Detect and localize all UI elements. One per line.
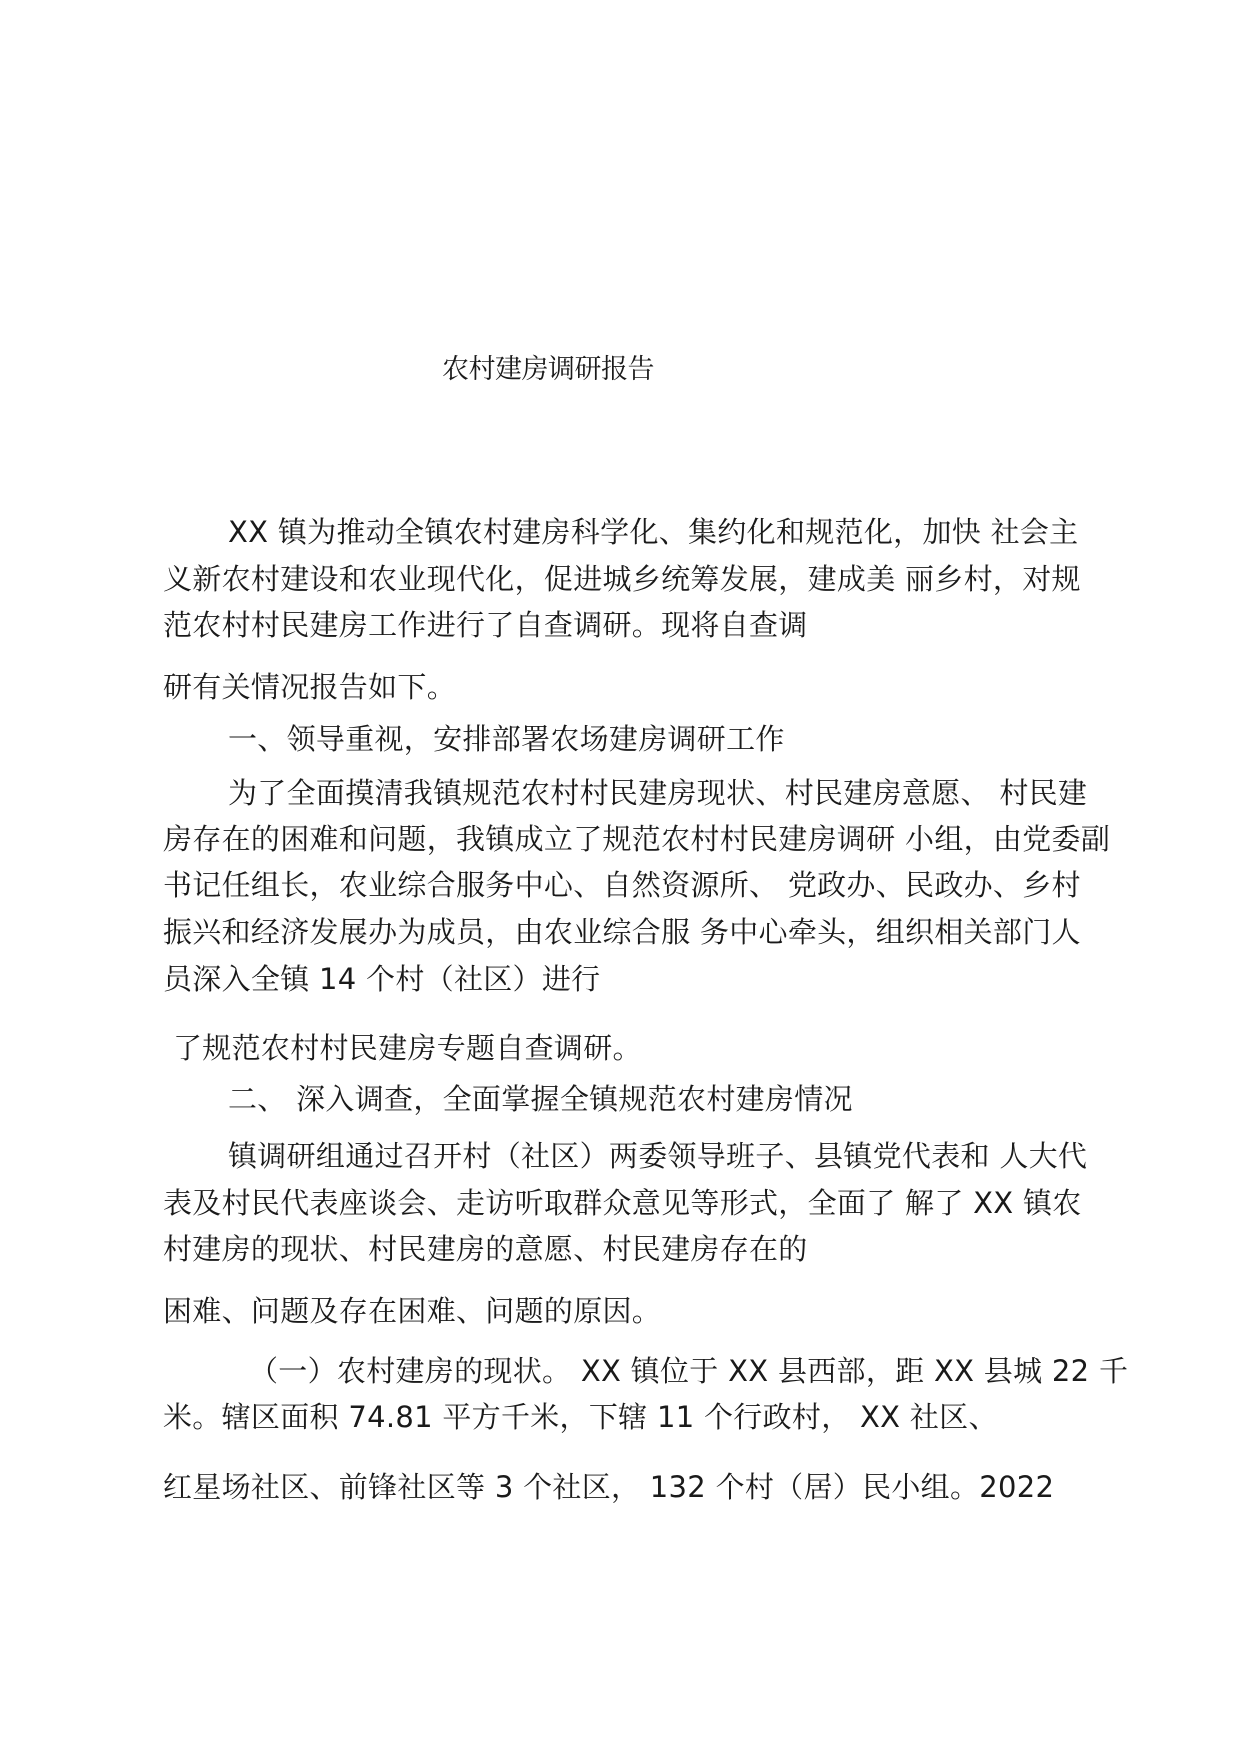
paragraph-line: 村建房的现状、村民建房的意愿、村民建房存在的 (163, 1232, 808, 1266)
document-title: 农村建房调研报告 (442, 354, 654, 385)
paragraph-line: 困难、问题及存在困难、问题的原因。 (163, 1294, 662, 1328)
paragraph-line: XX 镇为推动全镇农村建房科学化、集约化和规范化，加快 社会主 (228, 515, 1079, 549)
paragraph-line: 振兴和经济发展办为成员，由农业综合服 务中心牵头，组织相关部门人 (163, 915, 1081, 949)
paragraph-line: 红星场社区、前锋社区等 3 个社区， 132 个村（居）民小组。2022 (163, 1470, 1055, 1504)
paragraph-line: 米。辖区面积 74.81 平方千米，下辖 11 个行政村， XX 社区、 (163, 1400, 998, 1434)
paragraph-line: 了规范农村村民建房专题自查调研。 (173, 1031, 642, 1065)
paragraph-line: 为了全面摸清我镇规范农村村民建房现状、村民建房意愿、 村民建 (228, 776, 1088, 810)
paragraph-line: 镇调研组通过召开村（社区）两委领导班子、县镇党代表和 人大代 (228, 1139, 1088, 1173)
paragraph-line: 书记任组长，农业综合服务中心、自然资源所、 党政办、民政办、乡村 (163, 868, 1081, 902)
paragraph-line: 范农村村民建房工作进行了自查调研。现将自查调 (163, 608, 808, 642)
paragraph-line: 员深入全镇 14 个村（社区）进行 (163, 962, 601, 996)
paragraph-line: 义新农村建设和农业现代化，促进城乡统筹发展，建成美 丽乡村，对规 (163, 562, 1081, 596)
section-heading: 二、 深入调查，全面掌握全镇规范农村建房情况 (228, 1082, 853, 1116)
section-heading: 一、领导重视，安排部署农场建房调研工作 (228, 722, 785, 756)
paragraph-line: 表及村民代表座谈会、走访听取群众意见等形式，全面了 解了 XX 镇农 (163, 1186, 1082, 1220)
paragraph-line: （一）农村建房的现状。 XX 镇位于 XX 县西部，距 XX 县城 22 千 (249, 1354, 1129, 1388)
paragraph-line: 房存在的困难和问题，我镇成立了规范农村村民建房调研 小组，由党委副 (163, 822, 1111, 856)
paragraph-line: 研有关情况报告如下。 (163, 670, 457, 704)
